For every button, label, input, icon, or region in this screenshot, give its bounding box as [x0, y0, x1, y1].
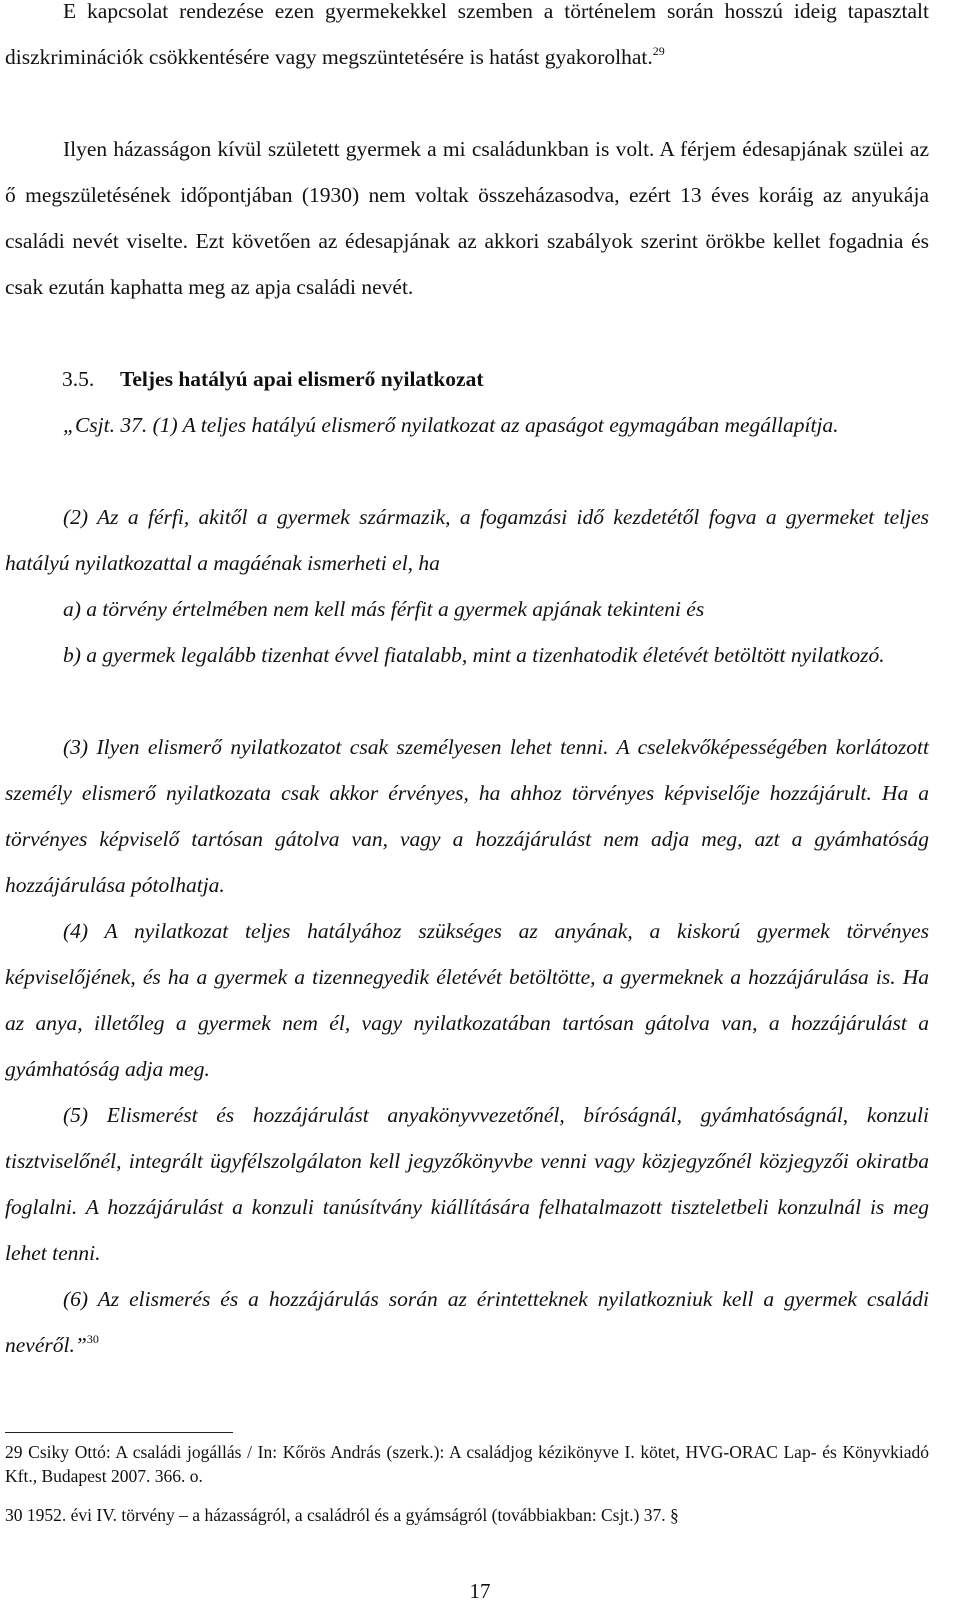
quote-paragraph-2: (2) Az a férfi, akitől a gyermek származik, a fogamzási idő kezdetétől fogva a gyermeket teljes hatályú nyilatkozattal a magáénak ismerheti el, ha: [5, 505, 929, 575]
footnote-29: 29 Csiky Ottó: A családi jogállás / In: Kőrös András (szerk.): A családjog kézikönyve I. kötet, HVG-ORAC Lap- és Könyvkiadó Kft., Budapest 2007. 366. o.: [5, 1442, 929, 1486]
section-heading: [62, 356, 484, 402]
footnote-30: 30 1952. évi IV. törvény – a házasságról, a családról és a gyámságról (továbbiakban: Csjt.) 37. §: [5, 1505, 679, 1525]
section-number: 3.5.: [62, 367, 95, 391]
footnote-separator: [5, 1432, 233, 1433]
quote-paragraph-7: (5) Elismerést és hozzájárulást anyakönyvvezetőnél, bíróságnál, gyámhatóságnál, konzuli tisztviselőnél, integrált ügyfélszolgálaton kell jegyzőkönyvbe venni vagy közjegyzőnél közjegyzői okiratba foglalni. A hozzájárulást a konzuli tanúsítvány kiállítására felhatalmazott tiszteletbeli konzulnál is meg lehet tenni.: [5, 1103, 929, 1265]
footnote-ref-29[interactable]: 29: [652, 44, 665, 58]
quote-paragraph-8: [5, 1276, 929, 1368]
quote-paragraph-6: (4) A nyilatkozat teljes hatályához szükséges az anyának, a kiskorú gyermek törvényes képviselőjének, és ha a gyermek a tizennegyedik életévét betöltötte, a gyermeknek a hozzájárulása is. Ha az anya, illetőleg a gyermek nem él, vagy nyilatkozatában tartósan gátolva van, a hozzájárulást a gyámhatóság adja meg.: [5, 919, 929, 1081]
footnote-ref-30[interactable]: 30: [86, 1332, 99, 1346]
paragraph-1-text: E kapcsolat rendezése ezen gyermekekkel szemben a történelem során hosszú ideig tapasztalt diszkriminációk csökkentésére vagy megszüntetésére is hatást gyakorolhat.: [5, 0, 929, 69]
quote-paragraph-1: „Csjt. 37. (1) A teljes hatályú elismerő nyilatkozat az apaságot egymagában megállapítja.: [63, 413, 839, 437]
body-paragraph-1: [5, 0, 929, 80]
section-title: Teljes hatályú apai elismerő nyilatkozat: [120, 367, 484, 391]
page-number: 17: [469, 1579, 491, 1603]
quote-paragraph-8-text: (6) Az elismerés és a hozzájárulás során az érintetteknek nyilatkozniuk kell a gyermek családi nevéről.”: [5, 1287, 929, 1357]
body-paragraph-2: Ilyen házasságon kívül született gyermek a mi családunkban is volt. A férjem édesapjának szülei az ő megszületésének időpontjában (1930) nem voltak összeházasodva, ezért 13 éves koráig az anyukája családi nevét viselte. Ezt követően az édesapjának az akkori szabályok szerint örökbe kellet fogadnia és csak ezután kaphatta meg az apja családi nevét.: [5, 137, 929, 299]
quote-paragraph-5: (3) Ilyen elismerő nyilatkozatot csak személyesen lehet tenni. A cselekvőképességében korlátozott személy elismerő nyilatkozata csak akkor érvényes, ha ahhoz törvényes képviselője hozzájárult. Ha a törvényes képviselő tartósan gátolva van, vagy a hozzájárulást nem adja meg, azt a gyámhatóság hozzájárulása pótolhatja.: [5, 735, 929, 897]
quote-paragraph-3: a) a törvény értelmében nem kell más férfit a gyermek apjának tekinteni és: [63, 597, 705, 621]
quote-paragraph-4: b) a gyermek legalább tizenhat évvel fiatalabb, mint a tizenhatodik életévét betöltött nyilatkozó.: [63, 643, 885, 667]
